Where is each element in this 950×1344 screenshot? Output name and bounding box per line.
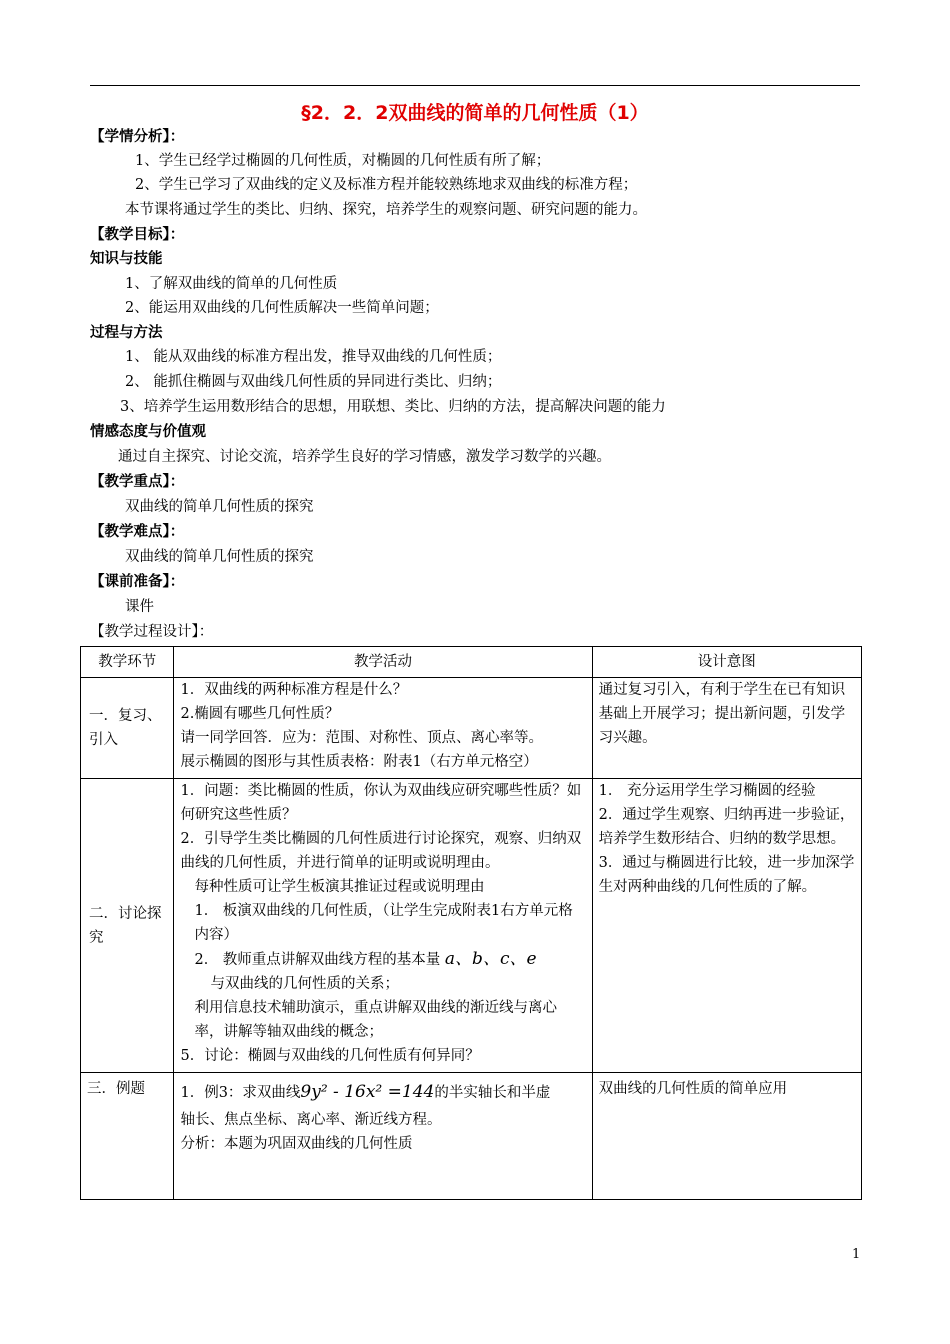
row1-activities (174, 678, 592, 779)
analysis-item-2: 2、学生已学习了双曲线的定义及标准方程并能较熟练地求双曲线的标准方程； (135, 177, 638, 193)
row1-intent: 通过复习引入，有利于学生在已有知识基础上开展学习；提出新问题，引发学习兴趣。 (592, 678, 861, 779)
difficulty-heading: 【教学难点】： (90, 524, 185, 540)
row2-activities (174, 779, 592, 1073)
process-item-2: 2、 能抓住椭圆与双曲线几何性质的异同进行类比、归纳； (125, 374, 502, 390)
analysis-item-3: 本节课将通过学生的类比、归纳、探究，培养学生的观察问题、研究问题的能力。 (125, 202, 647, 218)
emotion-heading: 情感态度与价值观 (90, 424, 206, 440)
difficulty-item-1: 双曲线的简单几何性质的探究 (125, 549, 314, 565)
goals-heading: 【教学目标】： (90, 227, 185, 243)
header-activity: 教学活动 (174, 647, 592, 678)
knowledge-heading: 知识与技能 (90, 251, 163, 267)
analysis-item-1: 1、学生已经学过椭圆的几何性质，对椭圆的几何性质有所了解； (135, 153, 551, 169)
row2-activity-4: 1． 板演双曲线的几何性质，（让学生完成附表1右方单元格内容） (194, 903, 573, 943)
row2-intent-3: 3．通过与椭圆进行比较，进一步加深学生对两种曲线的几何性质的了解。 (598, 855, 855, 895)
table-header-row (81, 647, 862, 678)
row2-stage: 二．讨论探究 (81, 779, 174, 1073)
row3-activities (174, 1073, 592, 1200)
row1-activity-3: 请一同学回答．应为：范围、对称性、顶点、离心率等。 (180, 730, 543, 746)
row2-activity-5 (180, 947, 585, 972)
knowledge-item-1: 1、了解双曲线的简单的几何性质 (125, 276, 338, 292)
row2-intent (592, 779, 861, 1073)
page-number: 1 (852, 1247, 861, 1262)
emotion-item-1: 通过自主探究、讨论交流，培养学生良好的学习情感，激发学习数学的兴趣。 (118, 449, 611, 465)
table-row (81, 779, 862, 1073)
hyperbola-equation: 9y² - 16x² =144 (300, 1082, 435, 1102)
row3-stage: 三．例题 (81, 1073, 174, 1200)
row2-activity-5-text: 2． 教师重点讲解双曲线方程的基本量 (194, 952, 441, 968)
row2-activity-3: 每种性质可让学生板演其推证过程或说明理由 (194, 879, 485, 895)
row3-activity-suffix: 的半实轴长和半虚 (434, 1085, 551, 1101)
process-item-1: 1、 能从双曲线的标准方程出发，推导双曲线的几何性质； (125, 349, 502, 365)
row2-activity-2: 2．引导学生类比椭圆的几何性质进行讨论探究，观察、归纳双曲线的几何性质，并进行简单的证明或说明理由。 (180, 831, 582, 871)
teaching-process-table (80, 646, 862, 1200)
row2-intent-2: 2．通过学生观察、归纳再进一步验证，培养学生数形结合、归纳的数学思想。 (598, 807, 855, 847)
row3-intent: 双曲线的几何性质的简单应用 (592, 1073, 861, 1200)
basic-quantities: a、b、c、e (444, 949, 537, 969)
row1-stage: 一．复习、引入 (81, 678, 174, 779)
header-stage: 教学环节 (81, 647, 174, 678)
process-heading: 过程与方法 (90, 325, 163, 341)
row2-activity-7: 利用信息技术辅助演示，重点讲解双曲线的渐近线与离心率，讲解等轴双曲线的概念； (194, 1000, 557, 1040)
row3-activity-1 (180, 1077, 585, 1108)
row2-activity-1: 1．问题：类比椭圆的性质，你认为双曲线应研究哪些性质？如何研究这些性质？ (180, 783, 582, 823)
row1-activity-2: 2.椭圆有哪些几何性质？ (180, 706, 340, 722)
key-item-1: 双曲线的简单几何性质的探究 (125, 499, 314, 515)
header-rule (90, 85, 860, 86)
analysis-heading: 【学情分析】： (90, 129, 185, 145)
key-heading: 【教学重点】： (90, 474, 185, 490)
row2-intent-1: 1． 充分运用学生学习椭圆的经验 (598, 783, 816, 799)
page-title: §2．2．2双曲线的简单的几何性质（1） (301, 102, 649, 124)
row2-activity-6: 与双曲线的几何性质的关系； (210, 976, 399, 992)
row3-activity-prefix: 1．例3：求双曲线 (180, 1085, 301, 1101)
row1-activity-1: 1．双曲线的两种标准方程是什么？ (180, 682, 408, 698)
prep-item-1: 课件 (125, 599, 154, 615)
table-row (81, 678, 862, 779)
row1-activity-4: 展示椭圆的图形与其性质表格：附表1（右方单元格空） (180, 754, 538, 770)
knowledge-item-2: 2、能运用双曲线的几何性质解决一些简单问题； (125, 300, 439, 316)
table-row (81, 1073, 862, 1200)
header-intent: 设计意图 (592, 647, 861, 678)
row3-activity-3: 分析：本题为巩固双曲线的几何性质 (180, 1136, 413, 1152)
row2-activity-8: 5．讨论：椭圆与双曲线的几何性质有何异同？ (180, 1048, 480, 1064)
design-heading: 【教学过程设计】： (90, 624, 214, 640)
row3-activity-2: 轴长、焦点坐标、离心率、渐近线方程。 (180, 1112, 442, 1128)
prep-heading: 【课前准备】： (90, 574, 185, 590)
process-item-3: 3、培养学生运用数形结合的思想，用联想、类比、归纳的方法，提高解决问题的能力 (120, 399, 666, 415)
